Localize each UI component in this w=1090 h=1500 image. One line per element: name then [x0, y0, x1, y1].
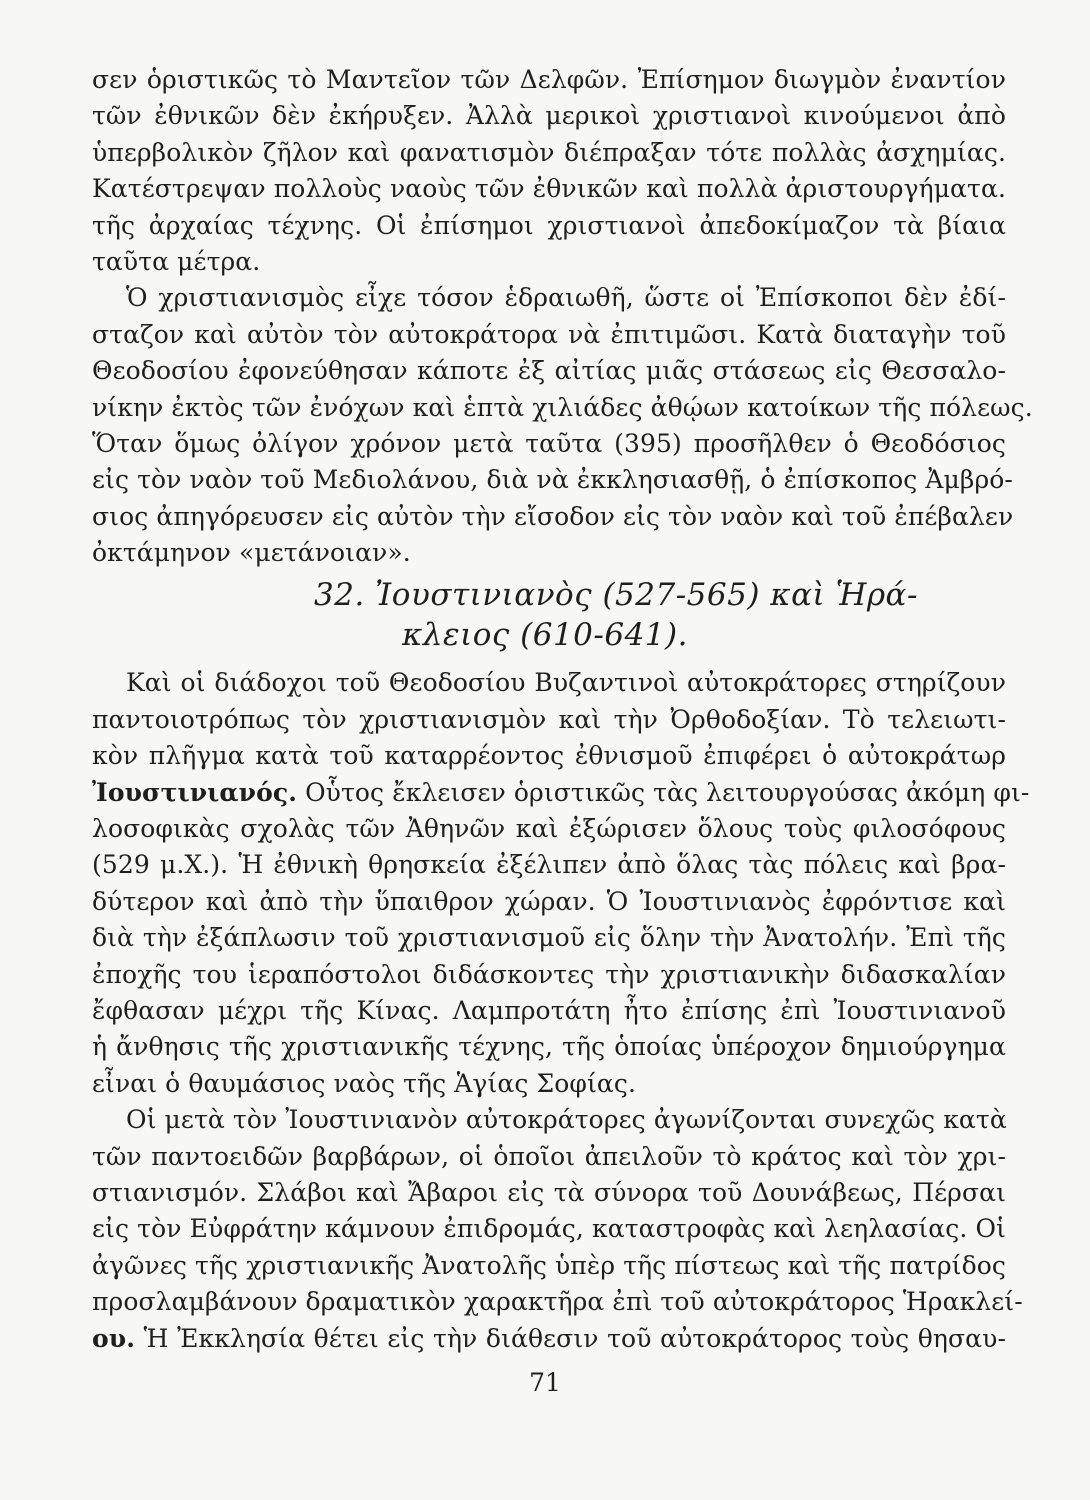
text-line: Ὅταν ὅμως ὀλίγον χρόνον μετὰ ταῦτα (395) προσῆλθεν ὁ Θεοδόσιος: [92, 428, 1006, 458]
text-line: λοσοφικὰς σχολὰς τῶν Ἀθηνῶν καὶ ἐξώρισεν ὅλους τοὺς φιλοσόφους: [92, 814, 1006, 844]
text-line: ταῦτα μέτρα.: [92, 246, 261, 276]
paragraph-4: [92, 1102, 1023, 1357]
page-body: [92, 62, 1033, 1357]
text-line: ὑπερβολικὸν ζῆλον καὶ φανατισμὸν διέπραξαν τότε πολλὰς ἀσχημίας.: [92, 137, 1006, 167]
page-number: 71: [529, 1368, 561, 1397]
text-line: εἰς τὸν Εὐφράτην κάμνουν ἐπιδρομάς, καταστροφὰς καὶ λεηλασίας. Οἱ: [92, 1214, 1006, 1244]
text-line: ἐποχῆς του ἱεραπόστολοι διδάσκοντες τὴν χριστιανικὴν διδασκαλίαν: [92, 959, 1006, 989]
section-heading: [92, 575, 1006, 655]
section-heading-line-2: κλειος (610-641).: [402, 617, 689, 654]
text-line: σεν ὁριστικῶς τὸ Μαντεῖον τῶν Δελφῶν. Ἐπίσημον διωγμὸν ἐναντίον: [92, 65, 1006, 94]
paragraph-1: [92, 62, 1006, 280]
text-line: τῶν παντοειδῶν βαρβάρων, οἱ ὁποῖοι ἀπειλοῦν τὸ κράτος καὶ τὸν χρι-: [92, 1141, 1006, 1171]
bold-syllable: ου.: [92, 1323, 136, 1353]
text-line: Καὶ οἱ διάδοχοι τοῦ Θεοδοσίου Βυζαντινοὶ αὐτοκράτορες στηρίζουν: [126, 668, 1006, 698]
text-line: ἡ ἄνθησις τῆς χριστιανικῆς τέχνης, τῆς ὁποίας ὑπέροχον δημιούργημα: [92, 1032, 1006, 1062]
text-line: εἶναι ὁ θαυμάσιος ναὸς τῆς Ἁγίας Σοφίας.: [92, 1068, 637, 1098]
text-line: Θεοδοσίου ἐφονεύθησαν κάποτε ἐξ αἰτίας μιᾶς στάσεως εἰς Θεσσαλο-: [92, 356, 1006, 386]
text-line: ὀκτάμηνον «μετάνοιαν».: [92, 538, 411, 568]
paragraph-3: [92, 665, 1030, 1102]
text-line: ἀγῶνες τῆς χριστιανικῆς Ἀνατολῆς ὑπὲρ τῆς πίστεως καὶ τῆς πατρίδος: [92, 1250, 1006, 1280]
text-line: τῶν ἐθνικῶν δὲν ἐκήρυξεν. Ἀλλὰ μερικοὶ χριστιανοὶ κινούμενοι ἀπὸ: [92, 101, 1006, 131]
text-line: (529 μ.Χ.). Ἡ ἐθνικὴ θρησκεία ἐξέλιπεν ἀπὸ ὅλας τὰς πόλεις καὶ βρα-: [92, 850, 1006, 880]
text-line: [92, 1321, 1006, 1357]
text-line: Οἱ μετὰ τὸν Ἰουστινιανὸν αὐτοκράτορες ἀγωνίζονται συνεχῶς κατὰ: [126, 1105, 1007, 1135]
text-line: Κατέστρεψαν πολλοὺς ναοὺς τῶν ἐθνικῶν καὶ πολλὰ ἀριστουργήματα.: [92, 174, 1006, 204]
text-line: κὸν πλῆγμα κατὰ τοῦ καταρρέοντος ἐθνισμοῦ ἐπιφέρει ὁ αὐτοκράτωρ: [92, 741, 1006, 771]
text-line: σταζον καὶ αὐτὸν τὸν αὐτοκράτορα νὰ ἐπιτιμῶσι. Κατὰ διαταγὴν τοῦ: [92, 319, 1006, 349]
text-line: διὰ τὴν ἐξάπλωσιν τοῦ χριστιανισμοῦ εἰς ὅλην τὴν Ἀνατολήν. Ἐπὶ τῆς: [92, 923, 1006, 953]
text-line: ἔφθασαν μέχρι τῆς Κίνας. Λαμπροτάτη ἦτο ἐπίσης ἐπὶ Ἰουστινιανοῦ: [92, 995, 1006, 1025]
text-line: δύτερον καὶ ἀπὸ τὴν ὕπαιθρον χώραν. Ὁ Ἰουστινιανὸς ἐφρόντισε καὶ: [92, 886, 1006, 916]
text-line: τῆς ἀρχαίας τέχνης. Οἱ ἐπίσημοι χριστιανοὶ ἀπεδοκίμαζον τὰ βίαια: [92, 210, 1006, 240]
text-span: Οὗτος ἔκλεισεν ὁριστικῶς τὰς λειτουργούσας ἀκόμη φι-: [297, 777, 1030, 807]
text-line: παντοιοτρόπως τὸν χριστιανισμὸν καὶ τὴν Ὀρθοδοξίαν. Τὸ τελειωτι-: [92, 704, 1006, 734]
paragraph-2: [92, 280, 1033, 571]
text-line: Ὁ χριστιανισμὸς εἶχε τόσον ἑδραιωθῆ, ὥστε οἱ Ἐπίσκοποι δὲν ἐδί-: [126, 283, 1006, 313]
bold-name-justinian: Ἰουστινιανός.: [92, 777, 298, 807]
text-line: προσλαμβάνουν δραματικὸν χαρακτῆρα ἐπὶ τοῦ αὐτοκράτορος Ἡρακλεί-: [92, 1287, 1023, 1317]
text-line: στιανισμόν. Σλάβοι καὶ Ἄβαροι εἰς τὰ σύνορα τοῦ Δουνάβεως, Πέρσαι: [92, 1177, 1006, 1207]
section-heading-line-1: 32. Ἰουστινιανὸς (527-565) καὶ Ἡρά-: [314, 577, 918, 614]
text-line: εἰς τὸν ναὸν τοῦ Μεδιολάνου, διὰ νὰ ἐκκλησιασθῇ, ὁ ἐπίσκοπος Ἀμβρό-: [92, 465, 1013, 495]
text-line: νίκην ἐκτὸς τῶν ἐνόχων καὶ ἑπτὰ χιλιάδες ἀθῴων κατοίκων τῆς πόλεως.: [92, 392, 1033, 422]
text-line: σιος ἀπηγόρευσεν εἰς αὐτὸν τὴν εἴσοδον εἰς τὸν ναὸν καὶ τοῦ ἐπέβαλεν: [92, 501, 1014, 531]
text-line: [92, 775, 1030, 811]
text-span: Ἡ Ἐκκλησία θέτει εἰς τὴν διάθεσιν τοῦ αὐτοκράτορος τοὺς θησαυ-: [135, 1323, 1006, 1353]
